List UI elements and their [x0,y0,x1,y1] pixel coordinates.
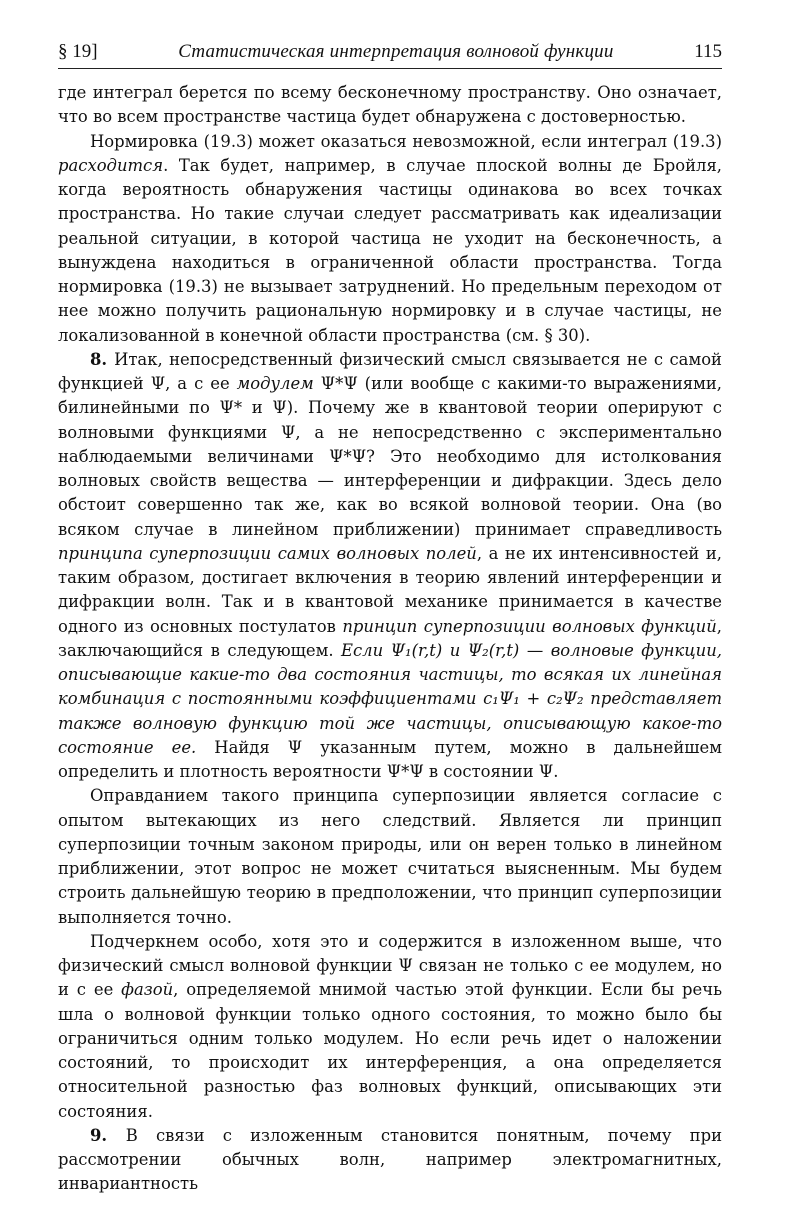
text-run: , определяемой мнимой частью этой функции. Если бы речь шла о волновой функции только одного состояния, то можно было бы ограничиться одним только модулем. Но если речь идет о наложении состояний, то происходит их интерференция, а она определяется относительной разностью фаз волновых функций, описывающих эти состояния. [58,980,722,1121]
text-run: Подчеркнем особо, хотя это и содержится в изложенном выше, что физический смысл волновой функции Ψ связан не только с ее модулем, но и с ее [58,931,722,1000]
emphasis-text: расходится [58,155,164,175]
text-run: Итак, непосредственный физический смысл связывается не с самой функцией Ψ, а с ее [58,349,722,393]
book-page [58,40,722,1197]
body-text [58,81,722,1197]
emphasis-text: принцип суперпозиции волновых функций [342,616,717,636]
emphasis-text: модулем [236,374,314,393]
paragraph [58,1124,722,1197]
item-number: 8. [90,349,115,369]
emphasis-text: фазой [121,980,174,1000]
page-number: 115 [694,41,722,62]
text-run: Найдя Ψ указанным путем, можно в дальнейшем определить и плотность вероятности Ψ*Ψ в состоянии Ψ. [58,737,722,781]
text-run: В связи с изложенным становится понятным, почему при рассмотрении обычных волн, например электромагнитных, инвариантность [58,1125,722,1194]
text-run: . Так будет, например, в случае плоской волны де Бройля, когда вероятность обнаружения частицы одинакова во всех точках пространства. Но такие случаи следует рассматривать как идеализации реальной ситуации, в которой частица не уходит на бесконечность, а вынуждена находиться в ограниченной области пространства. Тогда нормировка (19.3) не вызывает затруднений. Но предельным переходом от нее можно получить рациональную нормировку и в случае частицы, не локализованной в конечной области пространства (см. § 30). [58,155,722,345]
text-run: Оправданием такого принципа суперпозиции является согласие с опытом вытекающих из него следствий. Является ли принцип суперпозиции точным законом природы, или он верен только в линейном приближении, этот вопрос не может считаться выясненным. Мы будем строить дальнейшую теорию в предположении, что принцип суперпозиции выполняется точно. [58,786,722,927]
paragraph [58,348,722,785]
running-head [58,40,722,69]
text-run: где интеграл берется по всему бесконечному пространству. Оно означает, что во всем пространстве частица будет обнаружена с достоверностью. [58,83,722,127]
text-run: Нормировка (19.3) может оказаться невозможной, если интеграл (19.3) [90,131,722,151]
paragraph [58,81,722,130]
paragraph [58,784,722,930]
emphasis-text: принципа суперпозиции самих волновых полей [58,543,477,563]
running-title: Статистическая интерпретация волновой функции [178,41,614,62]
text-run: Ψ*Ψ (или вообще с какими-то выражениями, билинейными по Ψ* и Ψ). Почему же в квантовой теории оперируют с волновыми функциями Ψ, а не непосредственно с экспериментально наблюдаемыми величинами Ψ*Ψ? Это необходимо для истолкования волновых свойств вещества — интерференции и дифракции. Здесь дело обстоит совершенно так же, как во всякой волновой теории. Она (во всяком случае в линейном приближении) принимает справедливость [58,374,723,539]
item-number: 9. [90,1125,126,1145]
emphasis-text: Если Ψ₁(r,t) и Ψ₂(r,t) — волновые функции, описывающие какие-то два состояния частицы, то всякая их линейная комбинация с постоянными коэффициентами c₁Ψ₁ + c₂Ψ₂ представляет также волновую функцию той же частицы, описывающую какое-то состояние ее. [58,640,722,757]
text-run: , а не их интенсивностей и, таким образом, достигает включения в теорию явлений интерференции и дифракции волн. Так и в квантовой механике принимается в качестве одного из основных постулатов [58,543,722,636]
paragraph [58,930,722,1124]
text-run: , заключающийся в следующем. [58,616,722,660]
paragraph [58,130,722,348]
section-marker: § 19] [58,41,98,62]
